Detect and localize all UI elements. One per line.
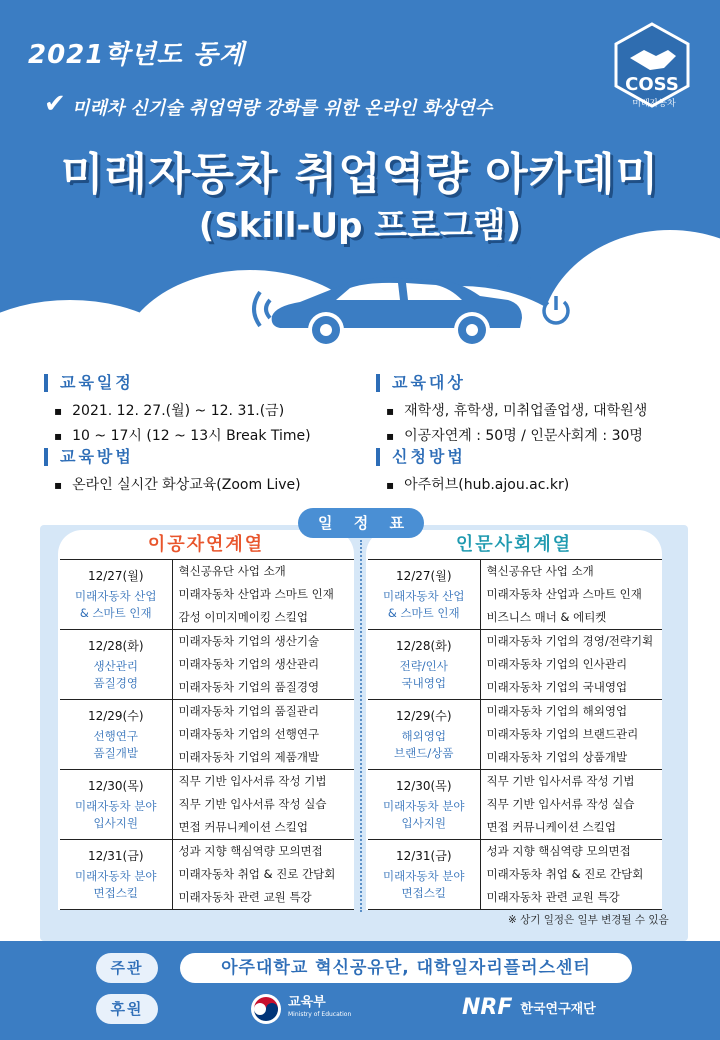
topic-item: 미래자동차 기업의 상품개발 xyxy=(486,750,628,764)
day-cell xyxy=(368,840,480,910)
topic-item: 비즈니스 매너 & 에티켓 xyxy=(486,610,607,624)
day-cell xyxy=(60,560,172,630)
day-cell xyxy=(368,700,480,770)
topics-cell xyxy=(172,700,354,770)
subtitle: 미래차 신기술 취업역량 강화를 위한 온라인 화상연수 xyxy=(72,98,493,119)
year-label: 2021학년도 동계 xyxy=(28,40,245,70)
category-label: 미래자동차 분야 xyxy=(75,869,157,883)
sponsor2-name: 한국연구재단 xyxy=(520,1002,596,1017)
day-cell xyxy=(60,840,172,910)
topics-cell xyxy=(480,630,662,700)
right-column-heading: 인문사회계열 xyxy=(455,534,573,555)
topics-cell xyxy=(480,840,662,910)
topic-item: 혁신공유단 사업 소개 xyxy=(178,564,286,578)
topic-item: 직무 기반 입사서류 작성 실습 xyxy=(178,797,327,811)
topic-item: 미래자동차 기업의 생산기술 xyxy=(178,634,320,648)
table-row xyxy=(368,630,662,700)
date-label: 12/31(금) xyxy=(395,849,452,863)
day-cell xyxy=(368,770,480,840)
sponsor-nrf xyxy=(462,995,596,1020)
day-cell xyxy=(60,770,172,840)
car-icon xyxy=(240,256,540,356)
topics-cell xyxy=(172,770,354,840)
date-label: 12/31(금) xyxy=(87,849,144,863)
apply-heading: 신청방법 xyxy=(376,448,466,466)
category-label: 미래자동차 분야 xyxy=(383,869,465,883)
category-label: 선행연구 xyxy=(93,729,138,743)
category-label: 전략/인사 xyxy=(399,659,448,673)
date-label: 12/27(월) xyxy=(87,569,144,583)
category-label: & 스마트 인재 xyxy=(79,606,152,620)
logo-caption: 미래자동차 xyxy=(632,99,676,109)
check-icon: ✔ xyxy=(44,89,66,119)
left-column-heading: 이공자연계열 xyxy=(147,534,265,555)
topic-item: 직무 기반 입사서류 작성 기법 xyxy=(486,774,635,788)
category-label: 품질개발 xyxy=(93,746,138,760)
schedule-item: ▪ 2021. 12. 27.(월) ~ 12. 31.(금) xyxy=(54,400,284,420)
topic-item: 혁신공유단 사업 소개 xyxy=(486,564,594,578)
topic-item: 미래자동차 기업의 브랜드관리 xyxy=(486,727,639,741)
topics-cell xyxy=(172,560,354,630)
topic-item: 미래자동차 관련 교원 특강 xyxy=(486,890,620,904)
day-cell xyxy=(368,560,480,630)
schedule-heading: 교육일정 xyxy=(44,374,134,392)
topic-item: 미래자동차 관련 교원 특강 xyxy=(178,890,312,904)
target-item: ▪ 이공자연계 : 50명 / 인문사회계 : 30명 xyxy=(386,425,643,445)
right-schedule-table xyxy=(368,559,662,910)
page-subtitle: (Skill-Up 프로그램) xyxy=(198,206,522,246)
category-label: 브랜드/상품 xyxy=(394,746,454,760)
category-label: 생산관리 xyxy=(93,659,138,673)
schedule-item: ▪ 10 ~ 17시 (12 ~ 13시 Break Time) xyxy=(54,425,311,445)
topic-item: 미래자동차 기업의 국내영업 xyxy=(486,680,628,694)
host-name: 아주대학교 혁신공유단, 대학일자리플러스센터 xyxy=(180,953,632,983)
method-heading: 교육방법 xyxy=(44,448,134,466)
category-label: 품질경영 xyxy=(93,676,138,690)
topic-item: 미래자동차 기업의 생산관리 xyxy=(178,657,320,671)
sponsor1-en: Ministry of Education xyxy=(288,1011,352,1018)
topic-item: 감성 이미지메이킹 스킬업 xyxy=(178,610,309,624)
page-title: 미래자동차 취업역량 아카데미 xyxy=(60,149,660,200)
date-label: 12/29(수) xyxy=(87,709,144,723)
sponsor-label: 후원 xyxy=(96,994,158,1024)
topic-item: 미래자동차 산업과 스마트 인재 xyxy=(178,587,334,601)
topic-item: 미래자동차 산업과 스마트 인재 xyxy=(486,587,642,601)
category-label: 면접스킬 xyxy=(93,886,138,900)
logo-text: COSS xyxy=(625,74,679,95)
topics-cell xyxy=(172,840,354,910)
topic-item: 미래자동차 기업의 품질관리 xyxy=(178,704,320,718)
date-label: 12/30(목) xyxy=(87,779,144,793)
table-row xyxy=(60,840,354,910)
taegeuk-icon xyxy=(250,993,282,1025)
footer xyxy=(0,941,720,1040)
day-cell xyxy=(60,700,172,770)
category-label: 면접스킬 xyxy=(401,886,446,900)
topic-item: 직무 기반 입사서류 작성 실습 xyxy=(486,797,635,811)
topic-item: 미래자동차 취업 & 진로 간담회 xyxy=(178,867,336,881)
category-label: 입사지원 xyxy=(93,816,138,830)
topic-item: 성과 지향 핵심역량 모의면접 xyxy=(178,844,323,858)
date-label: 12/29(수) xyxy=(395,709,452,723)
schedule-note: ※ 상기 일정은 일부 변경될 수 있음 xyxy=(508,914,669,926)
table-row xyxy=(368,700,662,770)
power-icon xyxy=(538,292,574,330)
category-label: 미래자동차 분야 xyxy=(75,799,157,813)
category-label: & 스마트 인재 xyxy=(387,606,460,620)
timetable-title: 일 정 표 xyxy=(298,508,424,538)
method-item: ▪ 온라인 실시간 화상교육(Zoom Live) xyxy=(54,474,301,494)
topic-item: 미래자동차 기업의 해외영업 xyxy=(486,704,628,718)
category-label: 미래자동차 분야 xyxy=(383,799,465,813)
table-row xyxy=(60,700,354,770)
topics-cell xyxy=(480,700,662,770)
date-label: 12/28(화) xyxy=(87,639,144,653)
header-banner xyxy=(0,0,720,372)
host-label: 주관 xyxy=(96,953,158,983)
table-row xyxy=(368,770,662,840)
topic-item: 면접 커뮤니케이션 스킬업 xyxy=(486,820,617,834)
date-label: 12/30(목) xyxy=(395,779,452,793)
wireless-signal-icon xyxy=(246,284,280,334)
topic-item: 성과 지향 핵심역량 모의면접 xyxy=(486,844,631,858)
column-divider xyxy=(360,540,362,912)
table-row xyxy=(60,770,354,840)
sponsor1-name: 교육부 xyxy=(288,995,326,1010)
battery-icon xyxy=(496,262,536,282)
topic-item: 미래자동차 기업의 품질경영 xyxy=(178,680,320,694)
topic-item: 미래자동차 기업의 선행연구 xyxy=(178,727,320,741)
sponsor-moe xyxy=(250,993,351,1025)
table-row xyxy=(368,560,662,630)
topic-item: 미래자동차 취업 & 진로 간담회 xyxy=(486,867,644,881)
category-label: 해외영업 xyxy=(401,729,446,743)
topics-cell xyxy=(172,630,354,700)
category-label: 미래자동차 산업 xyxy=(383,589,465,603)
category-label: 입사지원 xyxy=(401,816,446,830)
sponsor2-abbr: NRF xyxy=(462,995,513,1020)
topic-item: 미래자동차 기업의 인사관리 xyxy=(486,657,628,671)
day-cell xyxy=(368,630,480,700)
category-label: 국내영업 xyxy=(401,676,446,690)
target-heading: 교육대상 xyxy=(376,374,466,392)
topics-cell xyxy=(480,560,662,630)
category-label: 미래자동차 산업 xyxy=(75,589,157,603)
table-row xyxy=(60,560,354,630)
topic-item: 직무 기반 입사서류 작성 기법 xyxy=(178,774,327,788)
table-row xyxy=(60,630,354,700)
topics-cell xyxy=(480,770,662,840)
topic-item: 미래자동차 기업의 경영/전략기획 xyxy=(486,634,654,648)
topic-item: 미래자동차 기업의 제품개발 xyxy=(178,750,320,764)
apply-item: ▪ 아주허브(hub.ajou.ac.kr) xyxy=(386,474,569,494)
topic-item: 면접 커뮤니케이션 스킬업 xyxy=(178,820,309,834)
table-row xyxy=(368,840,662,910)
target-item: ▪ 재학생, 휴학생, 미취업졸업생, 대학원생 xyxy=(386,400,647,420)
date-label: 12/27(월) xyxy=(395,569,452,583)
left-schedule-table xyxy=(60,559,354,910)
day-cell xyxy=(60,630,172,700)
date-label: 12/28(화) xyxy=(395,639,452,653)
